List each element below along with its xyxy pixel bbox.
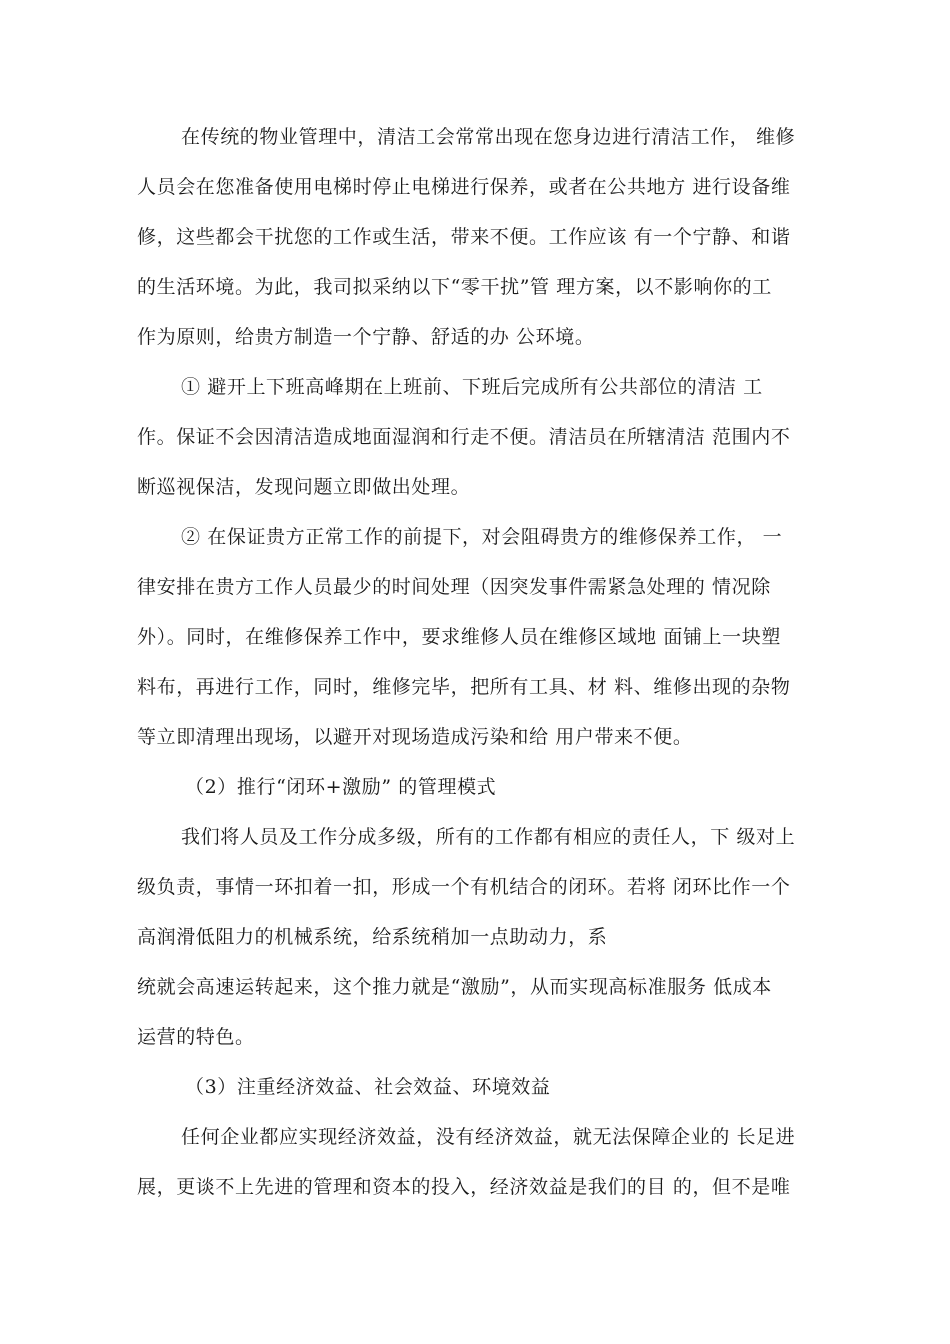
paragraph-2-line-1: 我们将人员及工作分成多级，所有的工作都有相应的责任人，下 级对上 [181,826,796,848]
paragraph-2-line-5: 运营的特色。 [137,1026,255,1048]
paragraph-2-line-4: 统就会高速运转起来，这个推力就是“激励”，从而实现高标准服务 低成本 [137,976,772,998]
item-1-line-3: 断巡视保洁，发现问题立即做出处理。 [137,476,471,498]
paragraph-3-line-2: 展，更谈不上先进的管理和资本的投入，经济效益是我们的目 的，但不是唯 [137,1176,791,1198]
paragraph-1-line-1: 在传统的物业管理中，清洁工会常常出现在您身边进行清洁工作， 维修 [181,126,796,148]
paragraph-1-line-3: 修，这些都会干扰您的工作或生活，带来不便。工作应该 有一个宁静、和谐 [137,226,791,248]
item-2-line-2: 律安排在贵方工作人员最少的时间处理（因突发事件需紧急处理的 情况除 [137,576,771,598]
section-heading-3: （3）注重经济效益、社会效益、环境效益 [185,1076,551,1098]
item-2-line-3: 外）。同时，在维修保养工作中，要求维修人员在维修区域地 面铺上一块塑 [137,626,781,648]
paragraph-2-line-3: 高润滑低阻力的机械系统，给系统稍加一点助动力，系 [137,926,608,948]
paragraph-2-line-2: 级负责，事情一环扣着一扣，形成一个有机结合的闭环。若将 闭环比作一个 [137,876,791,898]
item-1-line-2: 作。保证不会因清洁造成地面湿润和行走不便。清洁员在所辖清洁 范围内不 [137,426,791,448]
item-2-line-5: 等立即清理出现场，以避开对现场造成污染和给 用户带来不便。 [137,726,693,748]
paragraph-3-line-1: 任何企业都应实现经济效益，没有经济效益，就无法保障企业的 长足进 [181,1126,796,1148]
item-2-line-1: ② 在保证贵方正常工作的前提下，对会阻碍贵方的维修保养工作， 一 [181,526,783,548]
paragraph-1-line-4: 的生活环境。为此，我司拟采纳以下“零干扰”管 理方案，以不影响你的工 [137,276,772,298]
paragraph-1-line-5: 作为原则，给贵方制造一个宁静、舒适的办 公环境。 [137,326,595,348]
section-heading-2: （2）推行“闭环+激励” 的管理模式 [185,776,497,798]
item-2-line-4: 料布，再进行工作，同时，维修完毕，把所有工具、材 料、维修出现的杂物 [137,676,791,698]
paragraph-1-line-2: 人员会在您准备使用电梯时停止电梯进行保养，或者在公共地方 进行设备维 [137,176,791,198]
item-1-line-1: ① 避开上下班高峰期在上班前、下班后完成所有公共部位的清洁 工 [181,376,763,398]
